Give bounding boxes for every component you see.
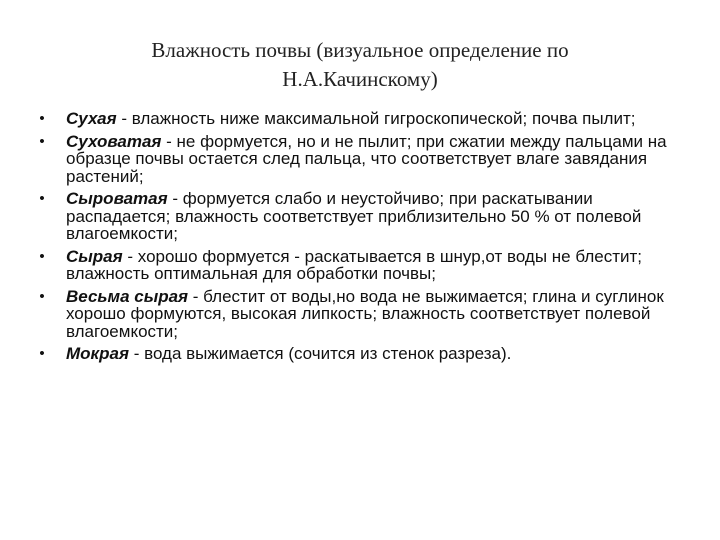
item-text: - формуется слабо и неустойчиво; при раскатывании распадается; влажность соответствует приблизительно 50 % от полевой влагоемкости; (66, 189, 642, 243)
bullet-icon: • (39, 132, 45, 150)
list-item (34, 190, 684, 243)
slide-title (90, 36, 630, 94)
slide-title-line-2: Н.А.Качинскому) (282, 67, 438, 91)
item-text: - блестит от воды,но вода не выжимается; глина и суглинок хорошо формуются, высокая липкость; влажность соответствует полевой влагоемкости; (66, 286, 664, 341)
list-item (34, 133, 684, 186)
item-term: Сыроватая (66, 189, 168, 208)
item-term: Суховатая (66, 131, 162, 151)
bullet-list (34, 110, 684, 368)
list-item (34, 345, 684, 363)
item-term: Весьма сырая (66, 286, 189, 306)
list-item (34, 110, 684, 128)
item-text: - не формуется, но и не пылит; при сжатии между пальцами на образце почвы остается след пальца, что соответствует влаге завядания растений; (66, 131, 667, 186)
bullet-icon: • (39, 110, 45, 127)
item-text: - влажность ниже максимальной гигроскопической; почва пылит; (116, 109, 636, 128)
bullet-icon: • (39, 287, 45, 305)
item-term: Сырая (66, 246, 123, 266)
bullet-icon: • (39, 345, 45, 362)
slide-title-line-1: Влажность почвы (визуальное определение по (151, 38, 569, 62)
bullet-icon: • (39, 247, 45, 265)
list-item (34, 288, 684, 341)
item-term: Сухая (66, 109, 117, 128)
item-term: Мокрая (66, 344, 130, 363)
item-text: - вода выжимается (сочится из стенок разреза). (129, 344, 512, 363)
item-text: - хорошо формуется - раскатывается в шнур,от воды не блестит; влажность оптимальная для обработки почвы; (66, 246, 642, 283)
list-item (34, 248, 684, 283)
bullet-icon: • (39, 190, 45, 207)
